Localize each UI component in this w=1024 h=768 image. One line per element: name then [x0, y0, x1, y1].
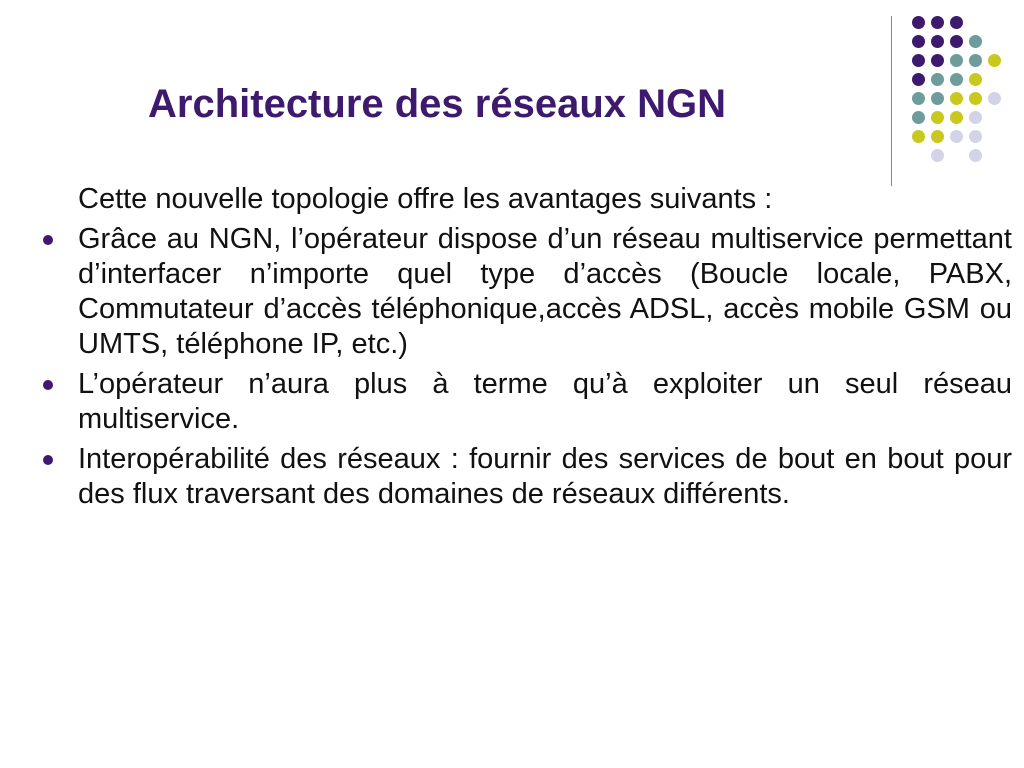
slide-title: Architecture des réseaux NGN [148, 82, 727, 126]
decorative-dot [969, 92, 982, 105]
decorative-dot [950, 130, 963, 143]
decorative-dot [950, 92, 963, 105]
decorative-dot [931, 130, 944, 143]
decorative-dot [988, 54, 1001, 67]
decorative-dot [912, 92, 925, 105]
bullet-item [40, 367, 1012, 437]
decorative-dot [969, 149, 982, 162]
decorative-dot [950, 73, 963, 86]
decorative-dot [988, 92, 1001, 105]
decorative-dot [969, 73, 982, 86]
decorative-dot [931, 54, 944, 67]
bullet-dot-icon [43, 455, 53, 465]
slide-body [40, 182, 1012, 517]
decorative-dot-grid [0, 0, 1024, 200]
bullet-item [40, 442, 1012, 512]
decorative-dot [931, 16, 944, 29]
decorative-dot [931, 111, 944, 124]
decorative-dot [950, 54, 963, 67]
decorative-dot [912, 130, 925, 143]
decorative-dot [931, 73, 944, 86]
decorative-dot [950, 16, 963, 29]
decorative-dot [912, 73, 925, 86]
decorative-dot [931, 92, 944, 105]
decorative-dot [969, 111, 982, 124]
decorative-dot [969, 130, 982, 143]
decorative-dot [950, 111, 963, 124]
decorative-dot [912, 111, 925, 124]
bullet-text: L’opérateur n’aura plus à terme qu’à exploiter un seul réseau multiservice. [78, 368, 1012, 435]
decorative-dot [912, 16, 925, 29]
decorative-dot [931, 149, 944, 162]
bullet-text: Interopérabilité des réseaux : fournir des services de bout en bout pour des flux traversant des domaines de réseaux différents. [78, 443, 1012, 510]
bullet-text: Grâce au NGN, l’opérateur dispose d’un réseau multiservice permettant d’interfacer n’importe quel type d’accès (Boucle locale, PABX, Commutateur d’accès téléphonique,accès ADSL, accès mobile GSM ou UMTS, téléphone IP, etc.) [78, 223, 1012, 360]
bullet-item [40, 222, 1012, 362]
decorative-dot [950, 35, 963, 48]
decorative-dot [912, 54, 925, 67]
decorative-dot [912, 35, 925, 48]
decorative-dot [931, 35, 944, 48]
bullet-dot-icon [43, 235, 53, 245]
bullet-dot-icon [43, 380, 53, 390]
decorative-dot [969, 54, 982, 67]
intro-text: Cette nouvelle topologie offre les avantages suivants : [78, 183, 773, 215]
decorative-dot [969, 35, 982, 48]
